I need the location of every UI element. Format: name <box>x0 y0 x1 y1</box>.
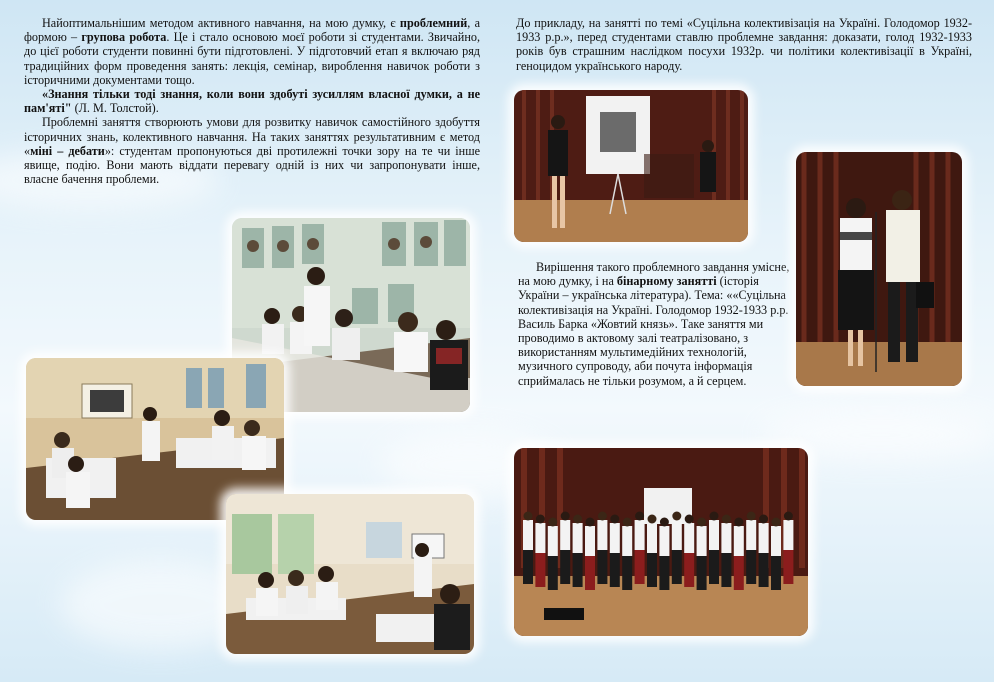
photo-stage-performers <box>796 152 962 386</box>
photo-stage-presentation <box>514 90 748 242</box>
paragraph-method <box>24 16 480 87</box>
paragraph-binary <box>518 260 790 388</box>
text-run: Найоптимальнішим методом активного навчання, на мою думку, є <box>42 16 400 30</box>
photo-stage-group <box>514 448 808 636</box>
photo-classroom-group-work <box>226 494 474 654</box>
text-run: . Це і стало основою моєї роботи зі студентами. Звичайно, до цієї роботи студенти повинні бути підготовлені. У підготовчий етап я включаю ряд традиційних форм проведення занять: лекція, семінар, вироблення навичок роботи з історичними документами тощо. <box>24 30 480 87</box>
paragraph-example: До прикладу, на занятті по темі «Суцільна колективізація на Україні. Голодомор 1932-1933 р.р.», перед студентами ставлю проблемне завдання: доказати, голод 1932-1933 років був страшним наслідком посухи 1932р. чи політики колективізації в Україні, геноцидом українського народу. <box>516 16 972 73</box>
text-run: , а формою – <box>24 16 480 45</box>
quote-text: «Знання тільки тоді знання, коли вони здобуті зусиллям власної думки, а не пам'яті" <box>24 87 480 116</box>
text-run: Вирішення такого проблемного завдання уміснe, на мою думку, і на <box>518 260 790 289</box>
term-mini-debates: міні – дебати <box>30 143 105 158</box>
binary-lesson-text <box>518 260 790 388</box>
text-run: Проблемні заняття створюють умови для розвитку навичок самостійного здобуття історичних знань, колективного навчання. На таких заняттях результативним є метод « <box>24 115 480 158</box>
right-text-block <box>516 16 972 73</box>
paragraph-debates <box>24 115 480 186</box>
term-problem: проблемний <box>399 16 468 30</box>
text-run: (історія України – українська література). Тема: ««Суцільна колективізація на Україні. Голодомор 1932-1933 р.р. Василь Барка «Жовтий князь». Таке заняття ми проводимо в актовому залі театралізовано, з використанням мультимедійних технологій, музичного супроводу, аби почута інформація сприймалась не тільки розумом, а й серцем. <box>518 274 789 388</box>
term-group-work: групова робота <box>81 30 167 45</box>
text-run: »: студентам пропонуються дві протилежні точки зору на те чи інше явище, подію. Вони мають віддати перевагу одній із них чи запропонувати інше, власне бачення проблеми. <box>24 143 480 187</box>
left-text-block <box>24 16 480 186</box>
term-binary-lesson: бінарному занятті <box>616 274 717 289</box>
quote-author: (Л. М. Толстой). <box>71 101 159 116</box>
paragraph-quote <box>24 87 480 115</box>
